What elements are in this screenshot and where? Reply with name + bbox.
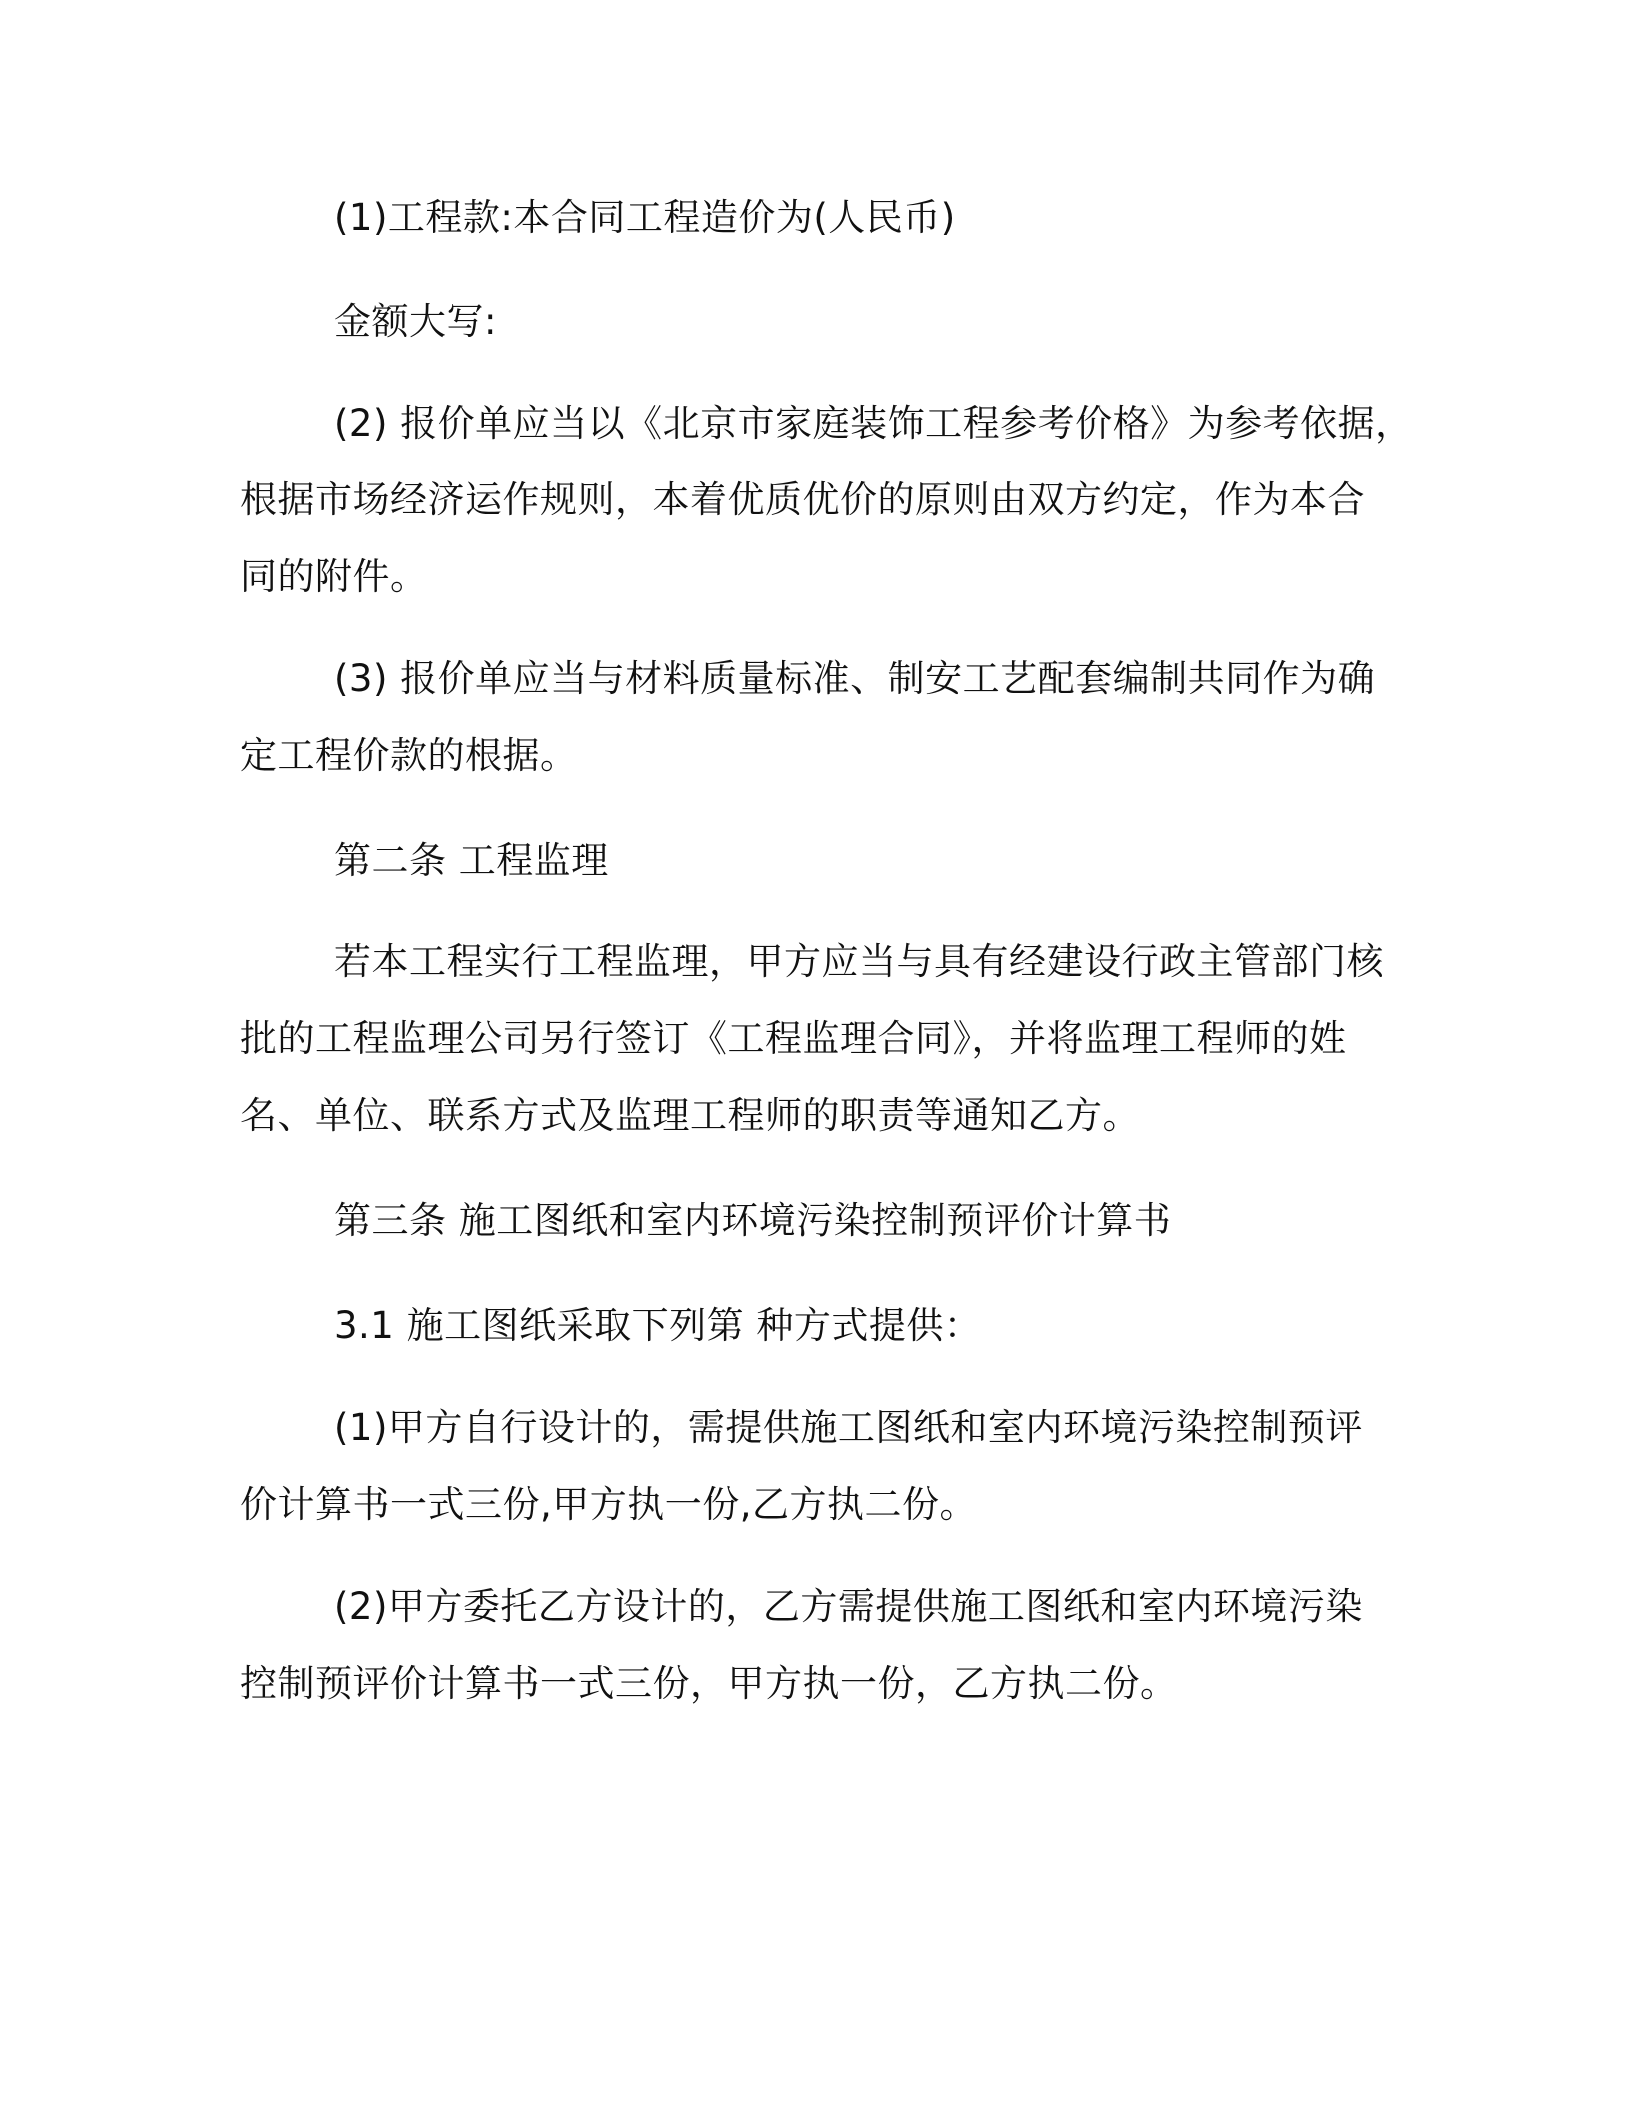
drawings-item-2-line-2: 控制预评价计算书一式三份，甲方执一份，乙方执二份。 bbox=[240, 1662, 1178, 1705]
quote-item-3-line-1: (3) 报价单应当与材料质量标准、制安工艺配套编制共同作为确 bbox=[334, 657, 1376, 700]
amount-in-words-label: 金额大写: bbox=[334, 300, 497, 343]
supervision-paragraph-line-1: 若本工程实行工程监理，甲方应当与具有经建设行政主管部门核 bbox=[334, 940, 1384, 983]
quote-item-2-line-2: 根据市场经济运作规则，本着优质优价的原则由双方约定，作为本合 bbox=[240, 478, 1365, 521]
drawings-item-2-line-1: (2)甲方委托乙方设计的，乙方需提供施工图纸和室内环境污染 bbox=[334, 1585, 1363, 1628]
section-3-1-heading: 3.1 施工图纸采取下列第 种方式提供： bbox=[334, 1304, 982, 1347]
article-2-heading: 第二条 工程监理 bbox=[334, 839, 609, 882]
drawings-item-1-line-1: (1)甲方自行设计的，需提供施工图纸和室内环境污染控制预评 bbox=[334, 1406, 1363, 1449]
quote-item-2-line-3: 同的附件。 bbox=[240, 555, 428, 598]
quote-item-3-line-2: 定工程价款的根据。 bbox=[240, 734, 578, 777]
supervision-paragraph-line-2: 批的工程监理公司另行签订《工程监理合同》，并将监理工程师的姓 bbox=[240, 1017, 1347, 1060]
quote-item-2-line-1: (2) 报价单应当以《北京市家庭装饰工程参考价格》为参考依据， bbox=[334, 402, 1413, 445]
article-3-heading: 第三条 施工图纸和室内环境污染控制预评价计算书 bbox=[334, 1199, 1172, 1242]
supervision-paragraph-line-3: 名、单位、联系方式及监理工程师的职责等通知乙方。 bbox=[240, 1094, 1140, 1137]
drawings-item-1-line-2: 价计算书一式三份,甲方执一份,乙方执二份。 bbox=[240, 1483, 978, 1526]
payment-item-1: (1)工程款:本合同工程造价为(人民币) bbox=[334, 196, 956, 239]
